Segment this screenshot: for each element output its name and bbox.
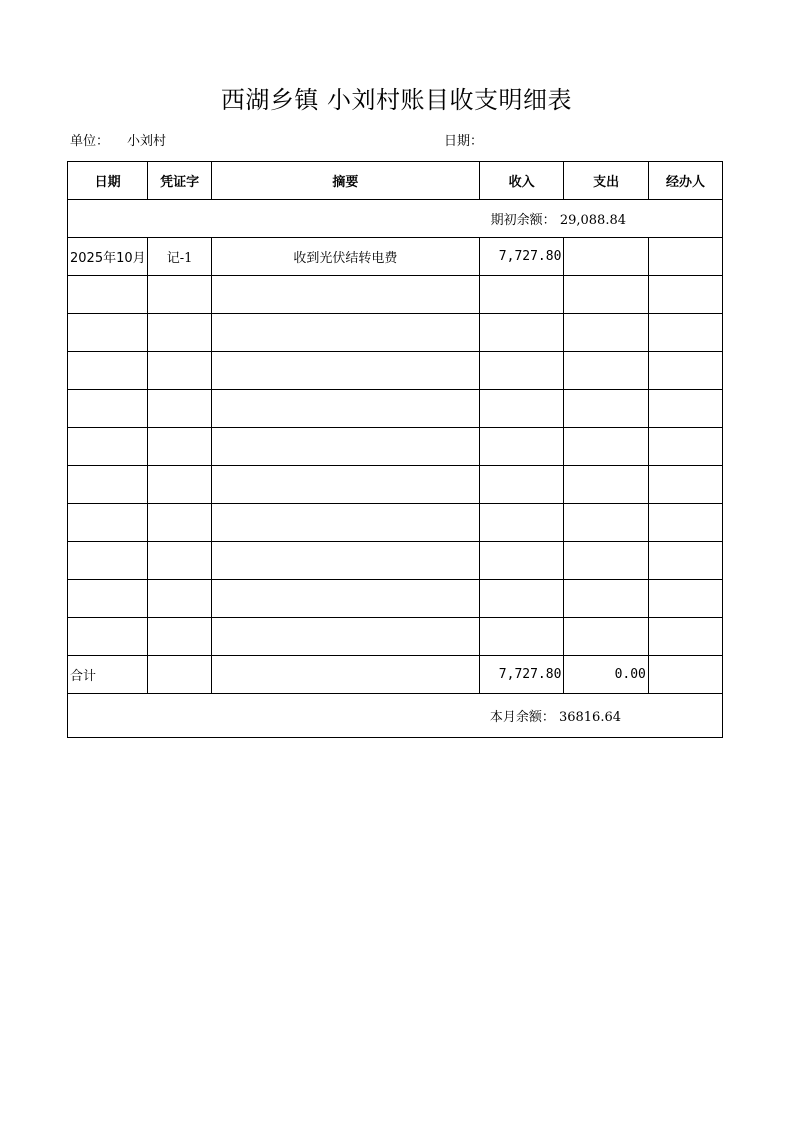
closing-balance-value: 36816.64 <box>558 710 621 725</box>
empty-row <box>68 504 723 542</box>
entry-handler <box>648 238 722 276</box>
empty-row <box>68 314 723 352</box>
entry-date: 2025年10月 <box>68 238 148 276</box>
column-header-handler: 经办人 <box>648 162 722 200</box>
empty-row <box>68 580 723 618</box>
empty-row <box>68 618 723 656</box>
unit-label: 单位： <box>70 134 110 149</box>
entry-expense <box>564 238 648 276</box>
entry-voucher: 记-1 <box>148 238 212 276</box>
opening-balance-cell <box>68 200 723 238</box>
column-header-summary: 摘要 <box>211 162 479 200</box>
column-header-voucher: 凭证字 <box>148 162 212 200</box>
entry-summary: 收到光伏结转电费 <box>211 238 479 276</box>
empty-row <box>68 428 723 466</box>
closing-balance-label: 本月余额： <box>489 710 555 725</box>
closing-balance-row <box>68 694 723 738</box>
opening-balance-value: 29,088.84 <box>559 213 626 228</box>
empty-row <box>68 466 723 504</box>
totals-label: 合计 <box>68 656 148 694</box>
column-header-date: 日期 <box>68 162 148 200</box>
table-row <box>68 238 723 276</box>
closing-balance-cell <box>68 694 723 738</box>
page-title: 西湖乡镇 小刘村账目收支明细表 <box>220 86 573 114</box>
empty-row <box>68 352 723 390</box>
opening-balance-row <box>68 200 723 238</box>
totals-row <box>68 656 723 694</box>
entry-income: 7,727.80 <box>479 238 563 276</box>
date-label: 日期： <box>444 134 484 149</box>
column-header-income: 收入 <box>479 162 563 200</box>
opening-balance-label: 期初余额： <box>490 213 556 228</box>
column-header-expense: 支出 <box>564 162 648 200</box>
totals-expense: 0.00 <box>564 656 648 694</box>
empty-row <box>68 276 723 314</box>
totals-income: 7,727.80 <box>479 656 563 694</box>
header-row <box>68 162 723 200</box>
empty-row <box>68 390 723 428</box>
empty-row <box>68 542 723 580</box>
ledger-table <box>67 161 723 738</box>
unit-value: 小刘村 <box>127 134 167 149</box>
